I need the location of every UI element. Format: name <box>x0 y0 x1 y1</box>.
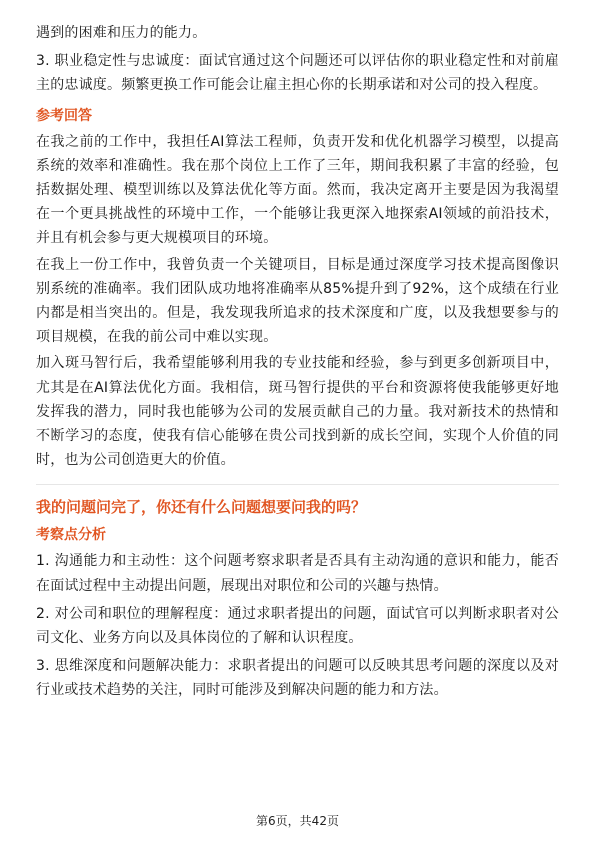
page-content <box>36 0 559 703</box>
page-number: 第6页，共42页 <box>256 814 339 828</box>
analysis-heading: 考察点分析 <box>36 527 106 544</box>
intro-tail-text: 遇到的困难和压力的能力。 <box>36 25 207 41</box>
analysis-point-1: 1. 沟通能力和主动性：这个问题考察求职者是否具有主动沟通的意识和能力，能否在面试过程中主动提出问题，展现出对职位和公司的兴趣与热情。 <box>36 553 559 594</box>
analysis-point-2: 2. 对公司和职位的理解程度：通过求职者提出的问题，面试官可以判断求职者对公司文化、业务方向以及具体岗位的了解和认识程度。 <box>36 605 559 647</box>
answer-paragraph-3: 加入斑马智行后，我希望能够利用我的专业技能和经验，参与到更多创新项目中，尤其是在AI算法优化方面。我相信，斑马智行提供的平台和资源将使我能够更好地发挥我的潜力，同时我也能够为公司的发展贡献自己的力量。我对新技术的热情和不断学习的态度，使我有信心能够在贵公司找到新的成长空间，实现个人价值的同时，也为公司创造更大的价值。 <box>36 355 559 469</box>
section-divider <box>36 484 559 485</box>
reference-answer-heading: 参考回答 <box>36 107 92 124</box>
question-heading: 我的问题问完了，你还有什么问题想要问我的吗？ <box>36 498 367 517</box>
answer-paragraph-1: 在我之前的工作中，我担任AI算法工程师，负责开发和优化机器学习模型，以提高系统的效率和准确性。我在那个岗位上工作了三年，期间我积累了丰富的经验，包括数据处理、模型训练以及算法优化等方面。然而，我决定离开主要是因为我渴望在一个更具挑战性的环境中工作，一个能够让我更深入地探索AI领域的前沿技术，并且有机会参与更大规模项目的环境。 <box>36 133 559 247</box>
analysis-point-3: 3. 思维深度和问题解决能力：求职者提出的问题可以反映其思考问题的深度以及对行业或技术趋势的关注，同时可能涉及到解决问题的能力和方法。 <box>36 658 559 699</box>
stability-point: 3. 职业稳定性与忠诚度：面试官通过这个问题还可以评估你的职业稳定性和对前雇主的忠诚度。频繁更换工作可能会让雇主担心你的长期承诺和对公司的投入程度。 <box>36 53 559 94</box>
answer-paragraph-2: 在我上一份工作中，我曾负责一个关键项目，目标是通过深度学习技术提高图像识别系统的准确率。我们团队成功地将准确率从85%提升到了92%，这个成绩在行业内都是相当突出的。但是，我发现我所追求的技术深度和广度，以及我想要参与的项目规模，在我的前公司中难以实现。 <box>36 256 559 346</box>
